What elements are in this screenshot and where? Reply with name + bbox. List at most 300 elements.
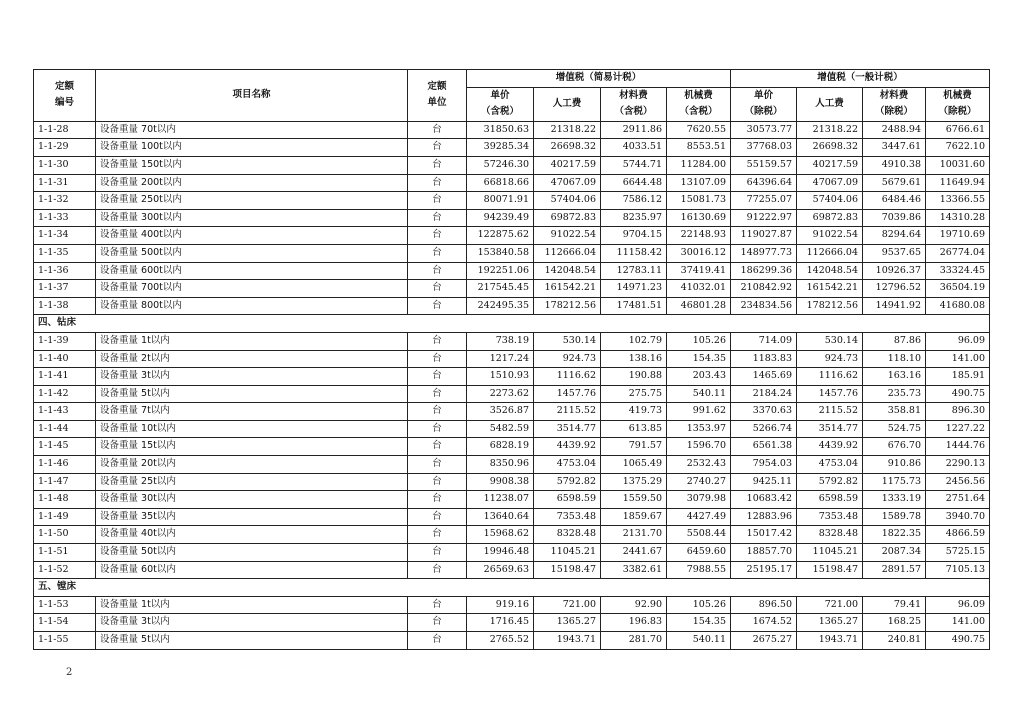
quota-unit: 台: [408, 227, 467, 245]
cost-value: 4033.51: [601, 139, 667, 157]
cost-value: 21318.22: [797, 121, 863, 139]
header-name: 项目名称: [96, 70, 408, 122]
item-name: 设备重量 800t以内: [96, 297, 408, 315]
table-row: [34, 244, 990, 262]
quota-unit: 台: [408, 280, 467, 298]
cost-value: 4439.92: [534, 438, 601, 456]
cost-value: 3940.70: [926, 508, 990, 526]
item-name: 设备重量 200t以内: [96, 174, 408, 192]
cost-value: 154.35: [667, 350, 731, 368]
cost-value: 1859.67: [601, 508, 667, 526]
cost-value: 10683.42: [731, 491, 797, 509]
cost-value: 3514.77: [534, 420, 601, 438]
header-col: 人工费: [797, 87, 863, 121]
cost-value: 190.88: [601, 368, 667, 386]
cost-value: 7988.55: [667, 561, 731, 579]
cost-value: 64396.64: [731, 174, 797, 192]
cost-value: 2765.52: [467, 632, 534, 650]
cost-value: 919.16: [467, 596, 534, 614]
cost-value: 7353.48: [797, 508, 863, 526]
cost-value: 11238.07: [467, 491, 534, 509]
cost-value: 10926.37: [863, 262, 926, 280]
cost-value: 8235.97: [601, 209, 667, 227]
cost-value: 2911.86: [601, 121, 667, 139]
cost-value: 8553.51: [667, 139, 731, 157]
cost-value: 3079.98: [667, 491, 731, 509]
cost-value: 6459.60: [667, 544, 731, 562]
cost-value: 1465.69: [731, 368, 797, 386]
cost-value: 161542.21: [797, 280, 863, 298]
quota-unit: 台: [408, 473, 467, 491]
cost-value: 12796.52: [863, 280, 926, 298]
cost-value: 168.25: [863, 614, 926, 632]
quota-code: 1-1-49: [34, 508, 96, 526]
cost-value: 37419.41: [667, 262, 731, 280]
quota-unit: 台: [408, 403, 467, 421]
cost-value: 1596.70: [667, 438, 731, 456]
table-row: [34, 403, 990, 421]
quota-code: 1-1-33: [34, 209, 96, 227]
cost-value: 2115.52: [797, 403, 863, 421]
table-row: [34, 473, 990, 491]
cost-value: 5266.74: [731, 420, 797, 438]
quota-code: 1-1-38: [34, 297, 96, 315]
item-name: 设备重量 300t以内: [96, 209, 408, 227]
header-group-simple-tax: 增值税（简易计税）: [467, 70, 731, 88]
cost-value: 19710.69: [926, 227, 990, 245]
cost-value: 1217.24: [467, 350, 534, 368]
quota-code: 1-1-34: [34, 227, 96, 245]
item-name: 设备重量 30t以内: [96, 491, 408, 509]
cost-value: 46801.28: [667, 297, 731, 315]
cost-value: 242495.35: [467, 297, 534, 315]
cost-value: 69872.83: [534, 209, 601, 227]
cost-value: 57246.30: [467, 156, 534, 174]
table-row: [34, 192, 990, 210]
quota-code: 1-1-36: [34, 262, 96, 280]
cost-value: 142048.54: [534, 262, 601, 280]
item-name: 设备重量 600t以内: [96, 262, 408, 280]
quota-code: 1-1-32: [34, 192, 96, 210]
cost-value: 235.73: [863, 385, 926, 403]
quota-unit: 台: [408, 420, 467, 438]
cost-value: 1943.71: [534, 632, 601, 650]
cost-value: 5679.61: [863, 174, 926, 192]
cost-value: 118.10: [863, 350, 926, 368]
cost-value: 7039.86: [863, 209, 926, 227]
cost-value: 33324.45: [926, 262, 990, 280]
cost-value: 141.00: [926, 614, 990, 632]
table-row: [34, 280, 990, 298]
cost-value: 57404.06: [797, 192, 863, 210]
cost-value: 92.90: [601, 596, 667, 614]
cost-value: 1353.97: [667, 420, 731, 438]
cost-value: 3370.63: [731, 403, 797, 421]
cost-value: 3447.61: [863, 139, 926, 157]
quota-unit: 台: [408, 596, 467, 614]
cost-value: 6484.46: [863, 192, 926, 210]
cost-value: 1116.62: [534, 368, 601, 386]
cost-value: 2087.34: [863, 544, 926, 562]
cost-value: 1183.83: [731, 350, 797, 368]
table-row: [34, 385, 990, 403]
item-name: 设备重量 60t以内: [96, 561, 408, 579]
cost-value: 13366.55: [926, 192, 990, 210]
cost-value: 30573.77: [731, 121, 797, 139]
cost-value: 1943.71: [797, 632, 863, 650]
item-name: 设备重量 3t以内: [96, 368, 408, 386]
cost-value: 419.73: [601, 403, 667, 421]
cost-value: 1227.22: [926, 420, 990, 438]
cost-value: 2273.62: [467, 385, 534, 403]
quota-table: [33, 69, 990, 650]
cost-value: 2740.27: [667, 473, 731, 491]
quota-unit: 台: [408, 121, 467, 139]
cost-value: 12783.11: [601, 262, 667, 280]
cost-value: 112666.04: [534, 244, 601, 262]
cost-value: 1175.73: [863, 473, 926, 491]
cost-value: 1559.50: [601, 491, 667, 509]
item-name: 设备重量 15t以内: [96, 438, 408, 456]
header-col: 材料费 （除税）: [863, 87, 926, 121]
cost-value: 8328.48: [534, 526, 601, 544]
cost-value: 2675.27: [731, 632, 797, 650]
quota-code: 1-1-42: [34, 385, 96, 403]
item-name: 设备重量 1t以内: [96, 332, 408, 350]
cost-value: 7620.55: [667, 121, 731, 139]
cost-value: 9537.65: [863, 244, 926, 262]
item-name: 设备重量 2t以内: [96, 350, 408, 368]
quota-code: 1-1-40: [34, 350, 96, 368]
cost-value: 40217.59: [797, 156, 863, 174]
cost-value: 924.73: [534, 350, 601, 368]
item-name: 设备重量 400t以内: [96, 227, 408, 245]
cost-value: 738.19: [467, 332, 534, 350]
table-row: [34, 526, 990, 544]
quota-code: 1-1-48: [34, 491, 96, 509]
item-name: 设备重量 5t以内: [96, 632, 408, 650]
table-row: [34, 368, 990, 386]
table-row: [34, 508, 990, 526]
table-row: [34, 614, 990, 632]
quota-code: 1-1-41: [34, 368, 96, 386]
quota-code: 1-1-46: [34, 456, 96, 474]
cost-value: 94239.49: [467, 209, 534, 227]
cost-value: 87.86: [863, 332, 926, 350]
cost-value: 26569.63: [467, 561, 534, 579]
cost-value: 2891.57: [863, 561, 926, 579]
cost-value: 910.86: [863, 456, 926, 474]
quota-unit: 台: [408, 544, 467, 562]
item-name: 设备重量 100t以内: [96, 139, 408, 157]
cost-value: 15017.42: [731, 526, 797, 544]
cost-value: 4910.38: [863, 156, 926, 174]
cost-value: 8350.96: [467, 456, 534, 474]
cost-value: 1444.76: [926, 438, 990, 456]
cost-value: 26774.04: [926, 244, 990, 262]
table-row: [34, 139, 990, 157]
cost-value: 6644.48: [601, 174, 667, 192]
cost-value: 8328.48: [797, 526, 863, 544]
cost-value: 1510.93: [467, 368, 534, 386]
cost-value: 178212.56: [534, 297, 601, 315]
cost-value: 358.81: [863, 403, 926, 421]
cost-value: 613.85: [601, 420, 667, 438]
quota-unit: 台: [408, 174, 467, 192]
cost-value: 490.75: [926, 385, 990, 403]
quota-code: 1-1-30: [34, 156, 96, 174]
cost-value: 676.70: [863, 438, 926, 456]
cost-value: 4427.49: [667, 508, 731, 526]
cost-value: 96.09: [926, 596, 990, 614]
page-number: 2: [66, 667, 73, 678]
cost-value: 37768.03: [731, 139, 797, 157]
cost-value: 7353.48: [534, 508, 601, 526]
cost-value: 12883.96: [731, 508, 797, 526]
cost-value: 2115.52: [534, 403, 601, 421]
cost-value: 6766.61: [926, 121, 990, 139]
quota-code: 1-1-44: [34, 420, 96, 438]
item-name: 设备重量 40t以内: [96, 526, 408, 544]
cost-value: 3514.77: [797, 420, 863, 438]
item-name: 设备重量 3t以内: [96, 614, 408, 632]
cost-value: 2131.70: [601, 526, 667, 544]
item-name: 设备重量 70t以内: [96, 121, 408, 139]
cost-value: 2184.24: [731, 385, 797, 403]
table-row: [34, 491, 990, 509]
cost-value: 15968.62: [467, 526, 534, 544]
header-col: 机械费 （含税）: [667, 87, 731, 121]
cost-value: 5725.15: [926, 544, 990, 562]
header-col: 单价 （除税）: [731, 87, 797, 121]
item-name: 设备重量 250t以内: [96, 192, 408, 210]
cost-value: 2751.64: [926, 491, 990, 509]
quota-code: 1-1-31: [34, 174, 96, 192]
cost-value: 1716.45: [467, 614, 534, 632]
cost-value: 105.26: [667, 596, 731, 614]
cost-value: 57404.06: [534, 192, 601, 210]
cost-value: 5792.82: [534, 473, 601, 491]
header-code: 定额 编号: [34, 70, 96, 122]
cost-value: 14971.23: [601, 280, 667, 298]
cost-value: 4753.04: [534, 456, 601, 474]
cost-value: 185.91: [926, 368, 990, 386]
cost-value: 22148.93: [667, 227, 731, 245]
cost-value: 17481.51: [601, 297, 667, 315]
table-row: [34, 596, 990, 614]
cost-value: 1375.29: [601, 473, 667, 491]
cost-value: 91022.54: [534, 227, 601, 245]
quota-code: 1-1-55: [34, 632, 96, 650]
cost-value: 1333.19: [863, 491, 926, 509]
quota-unit: 台: [408, 262, 467, 280]
cost-value: 16130.69: [667, 209, 731, 227]
cost-value: 1365.27: [797, 614, 863, 632]
quota-unit: 台: [408, 297, 467, 315]
quota-unit: 台: [408, 244, 467, 262]
header-col: 人工费: [534, 87, 601, 121]
cost-value: 530.14: [797, 332, 863, 350]
table-row: [34, 156, 990, 174]
table-row: [34, 227, 990, 245]
cost-value: 15081.73: [667, 192, 731, 210]
cost-value: 10031.60: [926, 156, 990, 174]
cost-value: 11045.21: [534, 544, 601, 562]
table-row: [34, 438, 990, 456]
table-row: [34, 332, 990, 350]
cost-value: 18857.70: [731, 544, 797, 562]
header-col: 机械费 （除税）: [926, 87, 990, 121]
table-row: [34, 297, 990, 315]
cost-value: 112666.04: [797, 244, 863, 262]
cost-value: 142048.54: [797, 262, 863, 280]
cost-value: 714.09: [731, 332, 797, 350]
cost-value: 5482.59: [467, 420, 534, 438]
quota-unit: 台: [408, 368, 467, 386]
quota-code: 1-1-39: [34, 332, 96, 350]
cost-value: 102.79: [601, 332, 667, 350]
cost-value: 2488.94: [863, 121, 926, 139]
cost-value: 96.09: [926, 332, 990, 350]
cost-value: 77255.07: [731, 192, 797, 210]
cost-value: 55159.57: [731, 156, 797, 174]
cost-value: 2532.43: [667, 456, 731, 474]
section-row: [34, 579, 990, 597]
cost-value: 1822.35: [863, 526, 926, 544]
cost-value: 530.14: [534, 332, 601, 350]
cost-value: 791.57: [601, 438, 667, 456]
cost-value: 9425.11: [731, 473, 797, 491]
cost-value: 30016.12: [667, 244, 731, 262]
section-title: 五、镗床: [34, 579, 990, 597]
quota-unit: 台: [408, 632, 467, 650]
quota-unit: 台: [408, 508, 467, 526]
quota-code: 1-1-47: [34, 473, 96, 491]
cost-value: 6598.59: [534, 491, 601, 509]
cost-value: 5508.44: [667, 526, 731, 544]
cost-value: 148977.73: [731, 244, 797, 262]
quota-unit: 台: [408, 526, 467, 544]
quota-unit: 台: [408, 491, 467, 509]
section-row: [34, 315, 990, 333]
cost-value: 7105.13: [926, 561, 990, 579]
table-row: [34, 561, 990, 579]
cost-value: 138.16: [601, 350, 667, 368]
cost-value: 6598.59: [797, 491, 863, 509]
quota-code: 1-1-37: [34, 280, 96, 298]
cost-value: 5792.82: [797, 473, 863, 491]
cost-value: 192251.06: [467, 262, 534, 280]
cost-value: 3382.61: [601, 561, 667, 579]
cost-value: 47067.09: [797, 174, 863, 192]
table-row: [34, 121, 990, 139]
cost-value: 7954.03: [731, 456, 797, 474]
header-col: 材料费 （含税）: [601, 87, 667, 121]
table-row: [34, 174, 990, 192]
cost-value: 234834.56: [731, 297, 797, 315]
item-name: 设备重量 1t以内: [96, 596, 408, 614]
table-row: [34, 262, 990, 280]
cost-value: 153840.58: [467, 244, 534, 262]
quota-code: 1-1-43: [34, 403, 96, 421]
cost-value: 178212.56: [797, 297, 863, 315]
item-name: 设备重量 50t以内: [96, 544, 408, 562]
table-body: [34, 121, 990, 649]
header-unit: 定额 单位: [408, 70, 467, 122]
cost-value: 896.50: [731, 596, 797, 614]
cost-value: 196.83: [601, 614, 667, 632]
cost-value: 11284.00: [667, 156, 731, 174]
item-name: 设备重量 5t以内: [96, 385, 408, 403]
cost-value: 540.11: [667, 385, 731, 403]
quota-unit: 台: [408, 438, 467, 456]
cost-value: 1457.76: [534, 385, 601, 403]
cost-value: 896.30: [926, 403, 990, 421]
item-name: 设备重量 150t以内: [96, 156, 408, 174]
item-name: 设备重量 20t以内: [96, 456, 408, 474]
quota-code: 1-1-54: [34, 614, 96, 632]
cost-value: 122875.62: [467, 227, 534, 245]
cost-value: 40217.59: [534, 156, 601, 174]
cost-value: 540.11: [667, 632, 731, 650]
cost-value: 105.26: [667, 332, 731, 350]
cost-value: 7622.10: [926, 139, 990, 157]
item-name: 设备重量 35t以内: [96, 508, 408, 526]
cost-value: 210842.92: [731, 280, 797, 298]
item-name: 设备重量 700t以内: [96, 280, 408, 298]
cost-value: 13107.09: [667, 174, 731, 192]
quota-code: 1-1-28: [34, 121, 96, 139]
cost-value: 9908.38: [467, 473, 534, 491]
cost-value: 47067.09: [534, 174, 601, 192]
quota-unit: 台: [408, 561, 467, 579]
cost-value: 2456.56: [926, 473, 990, 491]
cost-value: 119027.87: [731, 227, 797, 245]
quota-code: 1-1-45: [34, 438, 96, 456]
cost-value: 275.75: [601, 385, 667, 403]
table-row: [34, 456, 990, 474]
cost-value: 39285.34: [467, 139, 534, 157]
cost-value: 14310.28: [926, 209, 990, 227]
section-title: 四、钻床: [34, 315, 990, 333]
cost-value: 14941.92: [863, 297, 926, 315]
quota-code: 1-1-52: [34, 561, 96, 579]
cost-value: 4439.92: [797, 438, 863, 456]
cost-value: 2441.67: [601, 544, 667, 562]
quota-unit: 台: [408, 385, 467, 403]
cost-value: 3526.87: [467, 403, 534, 421]
quota-unit: 台: [408, 156, 467, 174]
cost-value: 66818.66: [467, 174, 534, 192]
cost-value: 11045.21: [797, 544, 863, 562]
cost-value: 721.00: [534, 596, 601, 614]
quota-unit: 台: [408, 614, 467, 632]
quota-unit: 台: [408, 332, 467, 350]
cost-value: 80071.91: [467, 192, 534, 210]
cost-value: 203.43: [667, 368, 731, 386]
cost-value: 91222.97: [731, 209, 797, 227]
cost-value: 721.00: [797, 596, 863, 614]
cost-value: 69872.83: [797, 209, 863, 227]
item-name: 设备重量 10t以内: [96, 420, 408, 438]
cost-value: 7586.12: [601, 192, 667, 210]
cost-value: 1365.27: [534, 614, 601, 632]
cost-value: 1457.76: [797, 385, 863, 403]
cost-value: 41032.01: [667, 280, 731, 298]
table-header: [34, 70, 990, 122]
cost-value: 15198.47: [534, 561, 601, 579]
cost-value: 1674.52: [731, 614, 797, 632]
